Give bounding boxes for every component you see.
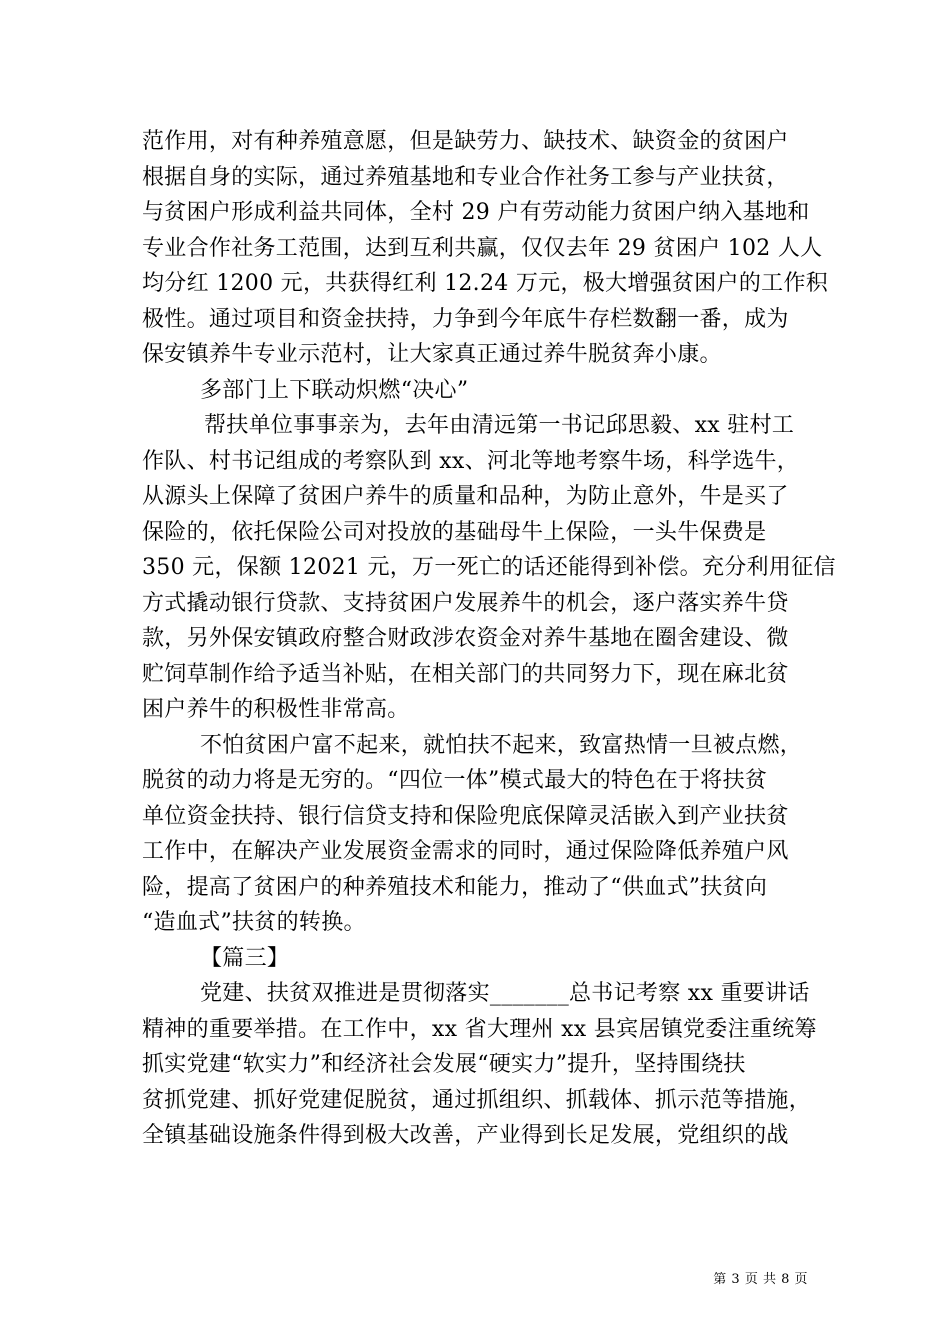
text-line: 不怕贫困户富不起来，就怕扶不起来，致富热情一旦被点燃， [200, 732, 803, 758]
text-line: 贮饲草制作给予适当补贴，在相关部门的共同努力下，现在麻北贫 [142, 661, 789, 687]
text-line: 方式撬动银行贷款、支持贫困户发展养牛的机会，逐户落实养牛贷 [142, 590, 789, 616]
text-line: 精神的重要举措。在工作中，xx 省大理州 xx 县宾居镇党委注重统筹 [142, 1016, 817, 1042]
page-number: 第 3 页 共 8 页 [713, 1272, 808, 1287]
text-line: 困户养牛的积极性非常高。 [142, 697, 410, 722]
text-line: 全镇基础设施条件得到极大改善，产业得到长足发展，党组织的战 [142, 1123, 789, 1148]
text-line: 抓实党建“软实力”和经济社会发展“硬实力”提升，坚持围绕扶 [142, 1052, 746, 1077]
text-line: 单位资金扶持、银行信贷支持和保险兜底保障灵活嵌入到产业扶贫 [142, 803, 789, 829]
text-line: 从源头上保障了贫困户养牛的质量和品种，为防止意外，牛是买了 [142, 484, 789, 509]
text-line: 保安镇养牛专业示范村，让大家真正通过养牛脱贫奔小康。 [142, 342, 722, 367]
text-line: 350 元，保额 12021 元，万一死亡的话还能得到补偿。充分利用征信 [142, 555, 836, 580]
text-line: 党建、扶贫双推进是贯彻落实_______总书记考察 xx 重要讲话 [200, 981, 810, 1006]
text-line: 保险的，依托保险公司对投放的基础母牛上保险，一头牛保费是 [142, 519, 767, 545]
text-line: 专业合作社务工范围，达到互利共赢，仅仅去年 29 贫困户 102 人人 [142, 235, 823, 261]
text-line: 工作中，在解决产业发展资金需求的同时，通过保险降低养殖户风 [142, 839, 789, 864]
section-heading: 多部门上下联动炽燃“决心” [200, 377, 469, 403]
text-line: 范作用，对有种养殖意愿，但是缺劳力、缺技术、缺资金的贫困户 [142, 129, 789, 154]
document-body [142, 124, 836, 1154]
section-heading: 【篇三】 [200, 945, 290, 971]
text-line: 险，提高了贫困户的种养殖技术和能力，推动了“供血式”扶贫向 [142, 874, 768, 900]
text-line: 款，另外保安镇政府整合财政涉农资金对养牛基地在圈舍建设、微 [142, 626, 789, 651]
text-line: 极性。通过项目和资金扶持，力争到今年底牛存栏数翻一番，成为 [142, 306, 789, 332]
text-line: 作队、村书记组成的考察队到 xx、河北等地考察牛场，科学选牛， [142, 448, 800, 474]
text-line: 均分红 1200 元，共获得红利 12.24 万元，极大增强贫困户的工作积 [142, 271, 829, 296]
text-line: “造血式”扶贫的转换。 [142, 910, 366, 935]
text-line: 帮扶单位事事亲为，去年由清远第一书记邱思毅、xx 驻村工 [204, 413, 795, 438]
text-line: 根据自身的实际，通过养殖基地和专业合作社务工参与产业扶贫， [142, 164, 789, 190]
text-line: 贫抓党建、抓好党建促脱贫，通过抓组织、抓载体、抓示范等措施， [142, 1087, 812, 1113]
text-line: 脱贫的动力将是无穷的。“四位一体”模式最大的特色在于将扶贫 [142, 768, 768, 793]
text-line: 与贫困户形成利益共同体，全村 29 户有劳动能力贫困户纳入基地和 [142, 200, 810, 225]
